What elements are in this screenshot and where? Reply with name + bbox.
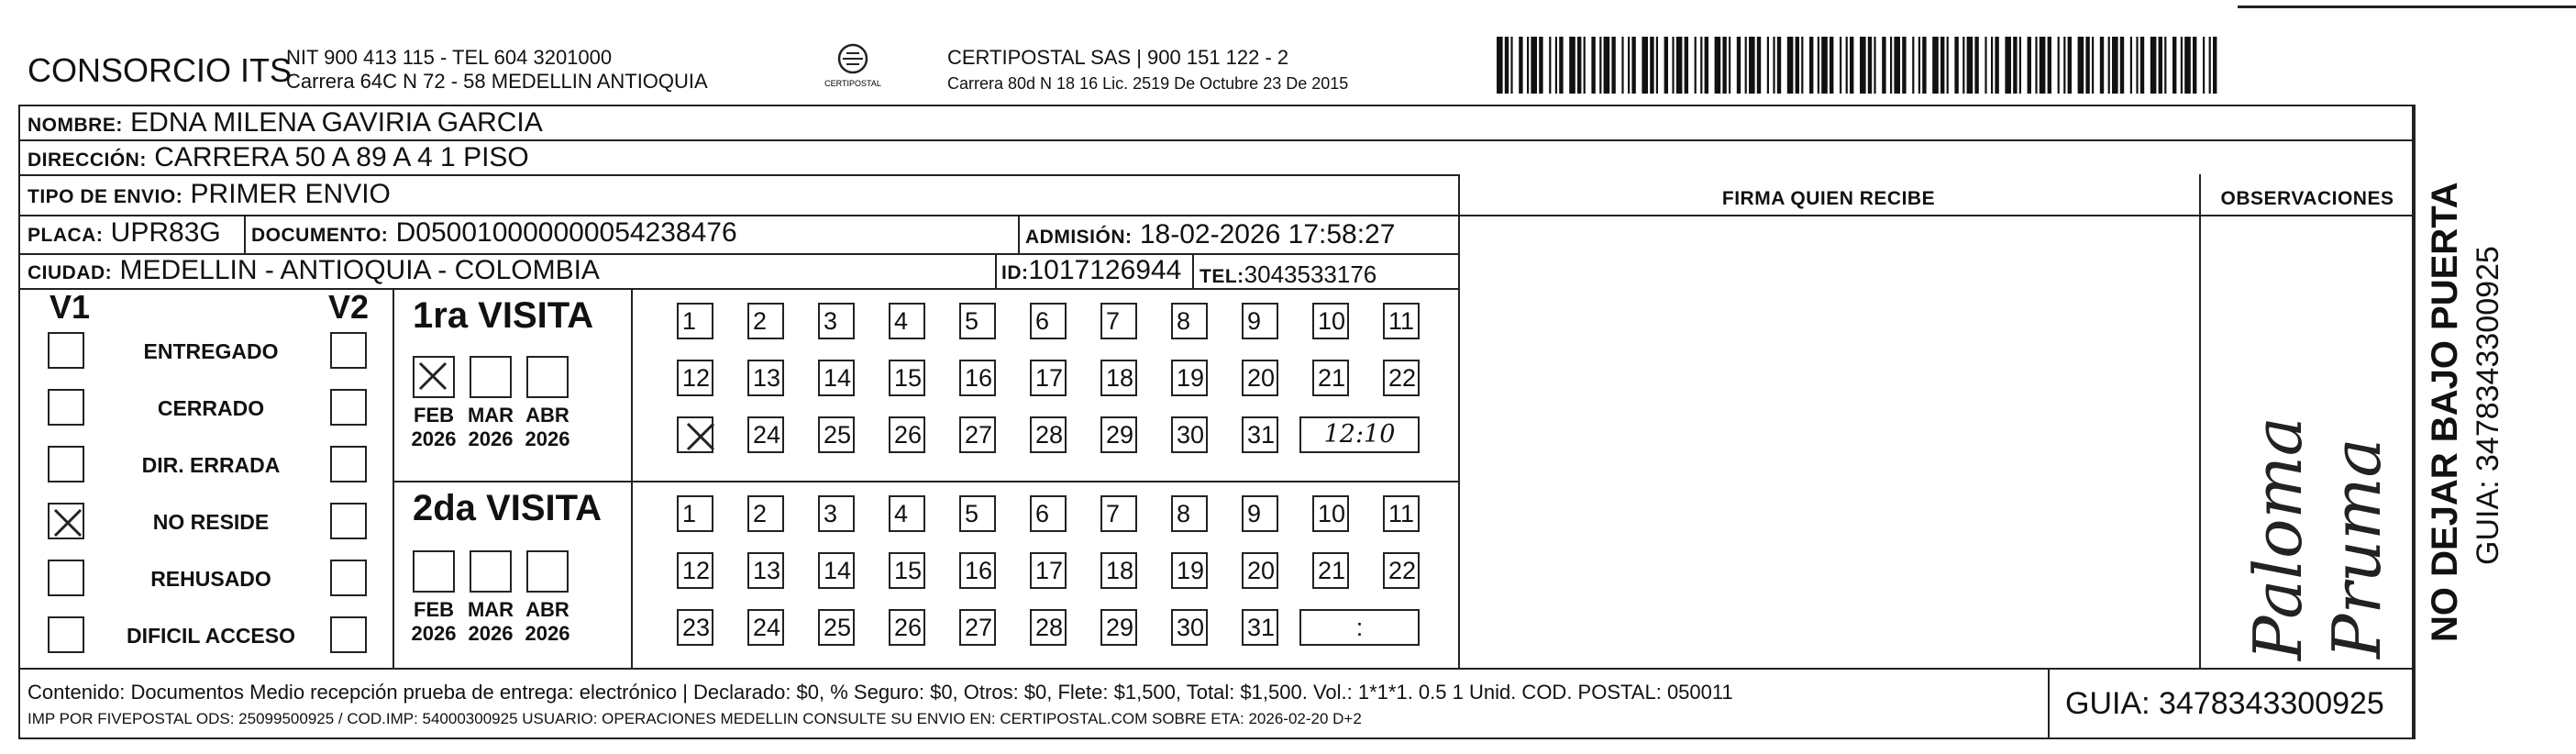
col-line xyxy=(1018,215,1020,255)
v2-checkbox[interactable] xyxy=(330,446,367,482)
status-label: ENTREGADO xyxy=(143,339,279,363)
v2-checkbox[interactable] xyxy=(330,560,367,596)
day-box[interactable]: 24 xyxy=(747,416,784,453)
day-box[interactable]: 25 xyxy=(818,609,855,646)
signature-line-2: Pruma xyxy=(2318,438,2395,659)
day-box[interactable]: 5 xyxy=(959,495,996,532)
row-line xyxy=(18,215,2414,216)
v1-checkbox[interactable] xyxy=(48,503,84,539)
day-box[interactable]: 11 xyxy=(1383,303,1420,339)
day-box[interactable]: 20 xyxy=(1242,552,1278,589)
col-line xyxy=(2199,174,2201,668)
direccion-row: DIRECCIÓN: CARRERA 50 A 89 A 4 1 PISO xyxy=(28,142,529,172)
day-box[interactable]: 22 xyxy=(1383,552,1420,589)
day-box[interactable]: 31 xyxy=(1242,416,1278,453)
year-label: 2026 xyxy=(525,622,570,645)
day-box[interactable]: 13 xyxy=(747,552,784,589)
day-box[interactable]: 28 xyxy=(1030,416,1067,453)
month-checkbox[interactable] xyxy=(470,356,512,398)
status-label: NO RESIDE xyxy=(152,510,270,534)
day-box[interactable]: 11 xyxy=(1383,495,1420,532)
footer-contenido: Contenido: Documentos Medio recepción prueba de entrega: electrónico | Declarado: $0, % Seguro: $0, Otros: $0, Flete: $1,500, Total: $1,500. Vol.: 1*1*1. 0.5 1 Unid. COD. POSTAL: 050011 xyxy=(28,681,1733,704)
day-box[interactable]: 7 xyxy=(1100,303,1137,339)
col-line xyxy=(631,288,633,668)
v2-checkbox[interactable] xyxy=(330,389,367,426)
second-visit-title: 2da VISITA xyxy=(413,488,602,528)
row-line xyxy=(18,668,2414,670)
nombre-row: NOMBRE: EDNA MILENA GAVIRIA GARCIA xyxy=(28,107,543,138)
day-box[interactable]: 29 xyxy=(1100,609,1137,646)
day-box[interactable]: 19 xyxy=(1171,552,1208,589)
day-box[interactable]: 22 xyxy=(1383,360,1420,396)
day-box[interactable]: 3 xyxy=(818,303,855,339)
day-box[interactable]: 3 xyxy=(818,495,855,532)
col-line xyxy=(995,253,997,288)
day-box[interactable]: 27 xyxy=(959,609,996,646)
main-right-edge xyxy=(2414,105,2416,739)
year-label: 2026 xyxy=(525,427,570,450)
day-box[interactable]: 31 xyxy=(1242,609,1278,646)
company-name: CONSORCIO ITS xyxy=(28,51,293,89)
day-box[interactable]: 28 xyxy=(1030,609,1067,646)
day-box[interactable]: 27 xyxy=(959,416,996,453)
day-box[interactable]: 15 xyxy=(889,360,925,396)
year-label: 2026 xyxy=(411,427,457,450)
col-line xyxy=(392,288,394,668)
nit-line: NIT 900 413 115 - TEL 604 3201000 xyxy=(286,46,613,69)
day-box[interactable]: 14 xyxy=(818,360,855,396)
day-box[interactable]: 20 xyxy=(1242,360,1278,396)
certipostal-address: Carrera 80d N 18 16 Lic. 2519 De Octubre 23 De 2015 xyxy=(947,74,1349,93)
day-box[interactable]: 12 xyxy=(677,552,713,589)
v1-checkbox[interactable] xyxy=(48,616,84,653)
first-visit-title: 1ra VISITA xyxy=(413,295,594,336)
month-checkbox[interactable] xyxy=(413,550,455,593)
day-box[interactable]: 19 xyxy=(1171,360,1208,396)
day-box[interactable]: 9 xyxy=(1242,303,1278,339)
certipostal-logo xyxy=(821,40,885,97)
v2-checkbox[interactable] xyxy=(330,616,367,653)
day-box[interactable]: 18 xyxy=(1100,360,1137,396)
year-label: 2026 xyxy=(411,622,457,645)
month-label: FEB xyxy=(414,598,454,621)
day-box[interactable]: 17 xyxy=(1030,552,1067,589)
day-box[interactable]: 12 xyxy=(677,360,713,396)
day-box[interactable]: 10 xyxy=(1312,495,1349,532)
day-box[interactable]: 5 xyxy=(959,303,996,339)
day-box[interactable]: 1 xyxy=(677,303,713,339)
day-box[interactable]: 24 xyxy=(747,609,784,646)
col-line xyxy=(1458,174,1460,668)
v2-checkbox[interactable] xyxy=(330,503,367,539)
day-box[interactable]: 23 xyxy=(677,609,713,646)
day-box[interactable]: 2 xyxy=(747,495,784,532)
day-box[interactable]: 18 xyxy=(1100,552,1137,589)
status-label: DIFICIL ACCESO xyxy=(126,624,295,648)
v1-label: V1 xyxy=(50,288,91,326)
month-checkbox[interactable] xyxy=(413,356,455,398)
status-label: DIR. ERRADA xyxy=(141,453,281,477)
month-checkbox[interactable] xyxy=(526,356,569,398)
day-box[interactable]: 14 xyxy=(818,552,855,589)
month-checkbox[interactable] xyxy=(526,550,569,593)
side-guia: GUIA: 3478343300925 xyxy=(2471,246,2505,565)
day-box[interactable]: 26 xyxy=(889,609,925,646)
signature-line-1: Paloma xyxy=(2239,416,2316,660)
status-label: REHUSADO xyxy=(150,567,271,591)
day-box[interactable]: 17 xyxy=(1030,360,1067,396)
month-label: ABR xyxy=(525,598,569,621)
day-box[interactable]: 21 xyxy=(1312,360,1349,396)
day-box[interactable]: 25 xyxy=(818,416,855,453)
month-label: ABR xyxy=(525,404,569,427)
time-box[interactable]: 12:10 xyxy=(1299,416,1420,453)
day-box[interactable]: 1 xyxy=(677,495,713,532)
day-box[interactable]: 8 xyxy=(1171,495,1208,532)
v1-checkbox[interactable] xyxy=(48,560,84,596)
footer-guia: GUIA: 3478343300925 xyxy=(2065,686,2384,721)
v1-checkbox[interactable] xyxy=(48,446,84,482)
ciudad-row: CIUDAD: MEDELLIN - ANTIOQUIA - COLOMBIA xyxy=(28,255,600,285)
day-box[interactable]: 10 xyxy=(1312,303,1349,339)
observaciones-header: OBSERVACIONES xyxy=(2220,188,2394,209)
tipo-envio-row: TIPO DE ENVIO: PRIMER ENVIO xyxy=(28,179,391,209)
day-box[interactable]: 8 xyxy=(1171,303,1208,339)
certipostal-line: CERTIPOSTAL SAS | 900 151 122 - 2 xyxy=(947,46,1289,69)
documento-row: DOCUMENTO: D050010000000054238476 xyxy=(251,217,737,248)
month-label: MAR xyxy=(467,598,514,621)
placa-row: PLACA: UPR83G xyxy=(28,217,221,248)
v2-label: V2 xyxy=(328,288,370,326)
footer-impresion: IMP POR FIVEPOSTAL ODS: 25099500925 / COD.IMP: 54000300925 USUARIO: OPERACIONES MEDELLIN CONSULTE SU ENVIO EN: CERTIPOSTAL.COM SOBRE ETA: 2026-02-20 D+2 xyxy=(28,710,1362,727)
day-box[interactable]: 6 xyxy=(1030,303,1067,339)
svg-text:CERTIPOSTAL: CERTIPOSTAL xyxy=(824,79,881,88)
col-line xyxy=(244,215,246,255)
day-box[interactable]: 21 xyxy=(1312,552,1349,589)
admision-row: ADMISIÓN: 18-02-2026 17:58:27 xyxy=(1025,219,1396,249)
day-box[interactable]: 4 xyxy=(889,495,925,532)
month-label: FEB xyxy=(414,404,454,427)
day-box[interactable]: 9 xyxy=(1242,495,1278,532)
row-line xyxy=(392,481,1458,482)
day-box[interactable]: 2 xyxy=(747,303,784,339)
day-box[interactable]: 13 xyxy=(747,360,784,396)
day-box[interactable]: 6 xyxy=(1030,495,1067,532)
day-box[interactable]: 29 xyxy=(1100,416,1137,453)
year-label: 2026 xyxy=(468,427,514,450)
status-label: CERRADO xyxy=(157,396,265,420)
month-checkbox[interactable] xyxy=(470,550,512,593)
no-dejar-notice: NO DEJAR BAJO PUERTA xyxy=(2425,182,2465,642)
barcode xyxy=(1497,37,2225,94)
time-box[interactable]: : xyxy=(1299,609,1420,646)
company-address: Carrera 64C N 72 - 58 MEDELLIN ANTIOQUIA xyxy=(286,70,708,93)
top-edge-line xyxy=(2238,6,2576,8)
month-label: MAR xyxy=(467,404,514,427)
col-line xyxy=(1192,253,1194,288)
day-box[interactable]: 16 xyxy=(959,552,996,589)
day-box[interactable]: 26 xyxy=(889,416,925,453)
firma-header: FIRMA QUIEN RECIBE xyxy=(1721,188,1936,209)
col-line xyxy=(2048,668,2050,739)
day-box[interactable]: 30 xyxy=(1171,609,1208,646)
v2-checkbox[interactable] xyxy=(330,332,367,369)
day-box[interactable]: 15 xyxy=(889,552,925,589)
day-box[interactable]: 4 xyxy=(889,303,925,339)
day-box[interactable]: 16 xyxy=(959,360,996,396)
tel-row: TEL:3043533176 xyxy=(1200,261,1377,288)
year-label: 2026 xyxy=(468,622,514,645)
day-box[interactable] xyxy=(677,416,713,453)
id-row: ID:1017126944 xyxy=(1001,255,1182,285)
v1-checkbox[interactable] xyxy=(48,332,84,369)
day-box[interactable]: 7 xyxy=(1100,495,1137,532)
day-box[interactable]: 30 xyxy=(1171,416,1208,453)
v1-checkbox[interactable] xyxy=(48,389,84,426)
